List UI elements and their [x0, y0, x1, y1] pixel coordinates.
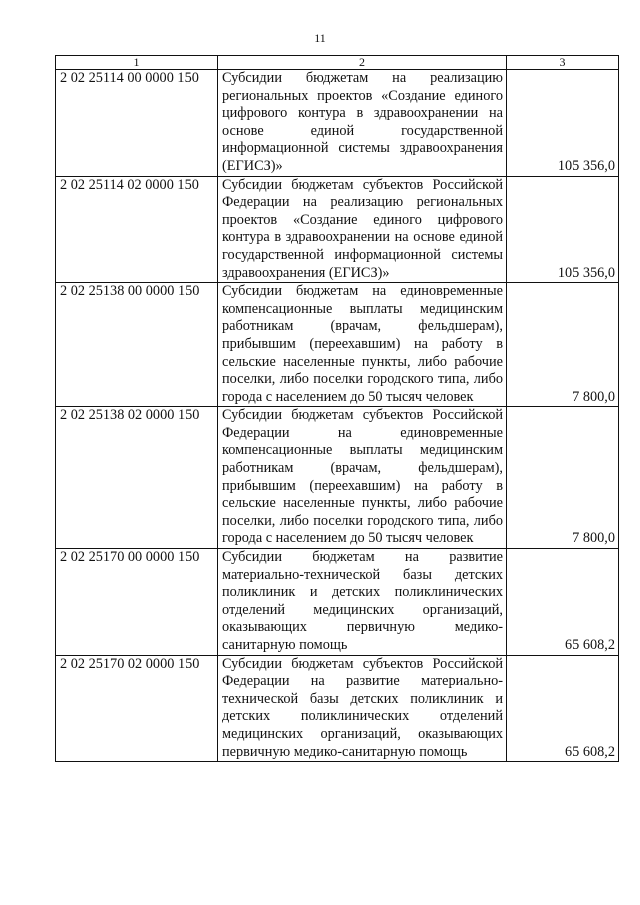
row-amount: 105 356,0	[507, 70, 619, 177]
row-description: Субсидии бюджетам на единовременные компенсационные выплаты медицинским работникам (врачам, фельдшерам), прибывшим (переехавшим) на работу в сельские населенные пункты, либо рабочие поселки, либо поселки городского типа, либо города с населением до 50 тысяч человек	[218, 283, 507, 407]
row-description: Субсидии бюджетам субъектов Российской Федерации на развитие материально-технической базы детских поликлиник и детских поликлинических отделений медицинских организаций, оказывающих первичную медико-санитарную помощь	[218, 655, 507, 762]
row-code: 2 02 25114 02 0000 150	[56, 176, 218, 283]
table-row	[56, 549, 619, 656]
row-amount: 7 800,0	[507, 407, 619, 549]
row-code: 2 02 25138 02 0000 150	[56, 407, 218, 549]
row-description: Субсидии бюджетам субъектов Российской Федерации на единовременные компенсационные выплаты медицинским работникам (врачам, фельдшерам), прибывшим (переехавшим) на работу в сельские населенные пункты, либо рабочие поселки, либо поселки городского типа, либо города с населением до 50 тысяч человек	[218, 407, 507, 549]
row-amount: 7 800,0	[507, 283, 619, 407]
row-code: 2 02 25138 00 0000 150	[56, 283, 218, 407]
column-header-amount: 3	[507, 56, 619, 70]
table-row	[56, 70, 619, 177]
table-row	[56, 283, 619, 407]
row-code: 2 02 25170 02 0000 150	[56, 655, 218, 762]
row-amount: 65 608,2	[507, 655, 619, 762]
column-header-code: 1	[56, 56, 218, 70]
table-header-row	[56, 56, 619, 70]
row-description: Субсидии бюджетам на развитие материально-технической базы детских поликлиник и детских поликлинических отделений медицинских организаций, оказывающих первичную медико-санитарную помощь	[218, 549, 507, 656]
table-row	[56, 407, 619, 549]
budget-table	[55, 55, 619, 762]
table-row	[56, 655, 619, 762]
page-number: 11	[314, 31, 326, 45]
column-header-description: 2	[218, 56, 507, 70]
row-amount: 65 608,2	[507, 549, 619, 656]
row-code: 2 02 25114 00 0000 150	[56, 70, 218, 177]
row-code: 2 02 25170 00 0000 150	[56, 549, 218, 656]
row-description: Субсидии бюджетам на реализацию региональных проектов «Создание единого цифрового контура в здравоохранении на основе единой государственной информационной системы здравоохранения (ЕГИСЗ)»	[218, 70, 507, 177]
row-amount: 105 356,0	[507, 176, 619, 283]
row-description: Субсидии бюджетам субъектов Российской Федерации на реализацию региональных проектов «Создание единого цифрового контура в здравоохранении на основе единой государственной информационной системы здравоохранения (ЕГИСЗ)»	[218, 176, 507, 283]
table-row	[56, 176, 619, 283]
